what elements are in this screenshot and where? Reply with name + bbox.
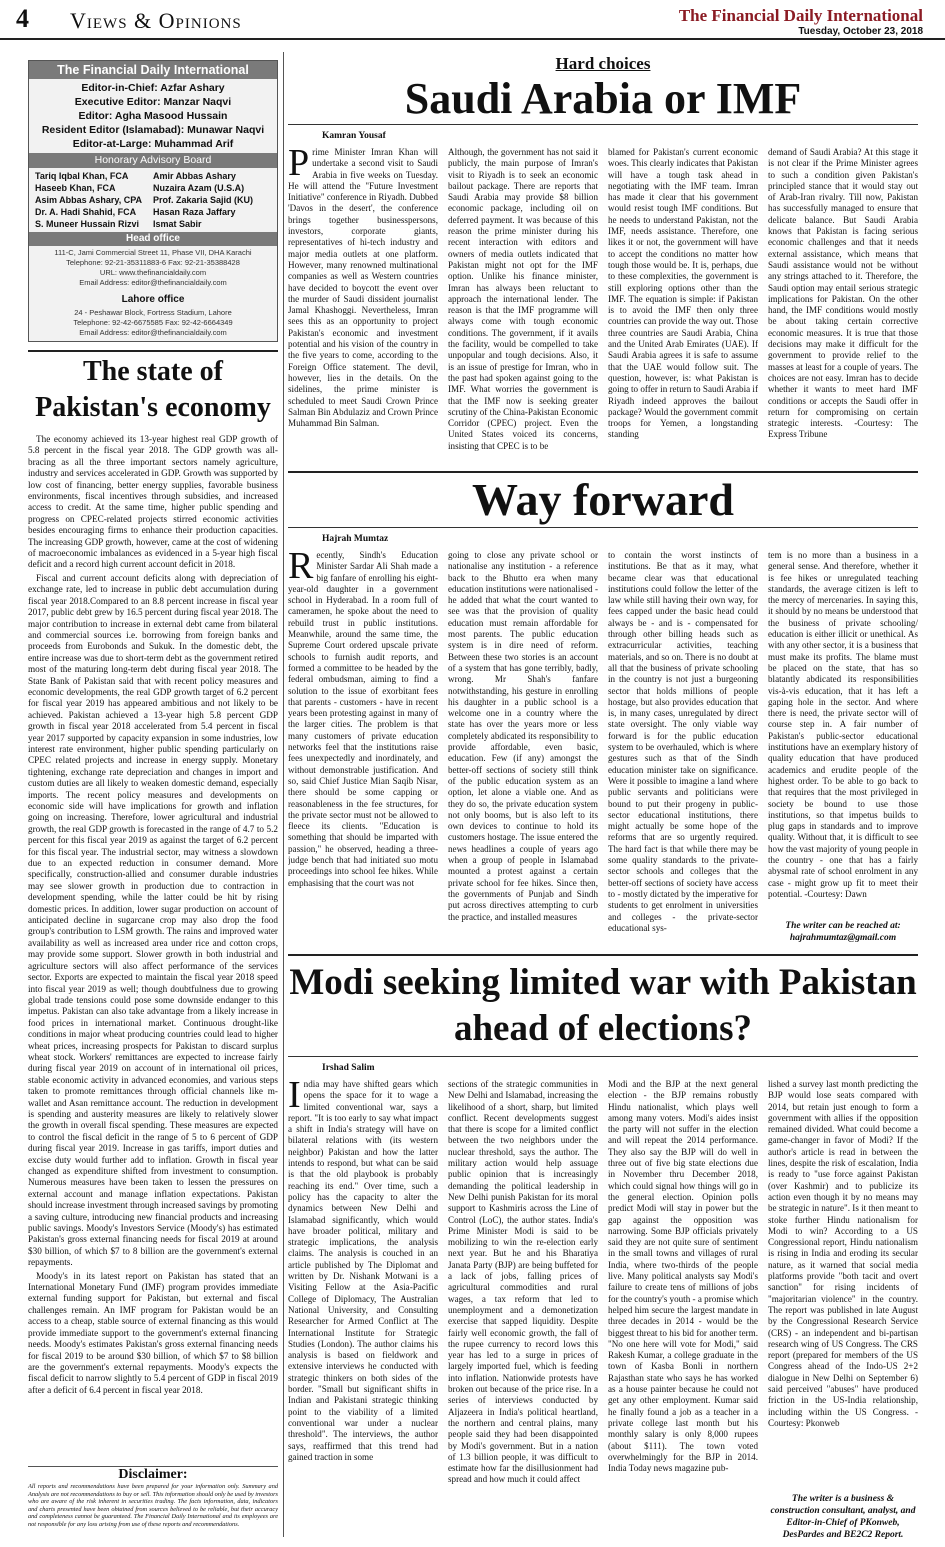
column-divider: [283, 52, 284, 1537]
editor-line: Editor-in-Chief: Azfar Ashary: [81, 82, 225, 94]
article-column-text: tem is no more than a business in a general sense. And therefore, whether it is fee hikes or unregulated teaching standards, the average citizen is left to the mercy of mercenaries. In saying this, it should by no means be understood that the business of private schooling/ education is either illicit or unethical. As with any other sector, it is a business that must make its profits. The blame must be placed on the state, that has so blatantly abdicated its responsibilities vis-à-vis education, that it has left a gaping hole in the sector. And where there is need, the private sector will of course step in. A fair number of Pakistan's public-sector educational institutions have an exemplary history of quality education that have produced academics and erudite people of the highest order. To be able to go back to that requires that the most privileged in society be bound to use those institutions, so that impetus builds to plug gaps in standards and to improve quality. Without that, it is difficult to see how the vast majority of young people in the country - one that has a fairly abysmal rate of school enrolment in any case - might grow up fit to meet their potential. -Courtesy: Dawn: [768, 550, 918, 899]
address-line: 111-C, Jami Commercial Street 11, Phase VII, DHA Karachi: [54, 248, 252, 257]
issue-date: Tuesday, October 23, 2018: [798, 26, 923, 37]
article-kicker: Hard choices: [555, 54, 651, 73]
article-column: going to close any private school or nationalise any institution - a reference back to the Bhutto era when many education institutions were nationalised - he added that what the court wanted to see was that the provision of quality education must remain affordable for most parents. The public education system is in dire need of reform. Between these two stories is an account of a system that has gone terribly, badly, wrong. Mr Shah's fanfare notwithstanding, his gesture in enrolling his daughter in a public school is a welcome one in a country where the state has over the years more or less completely abdicated its responsibility to provide affordable, even basic, education. Few (if any) amongst the better-off sections of society still think of the public education system as an option, let alone a viable one. And as they do so, the private education system not only booms, but is also left to its own devices to continue to hold its customers hostage. The issue entered the news headlines a couple of years ago when a group of people in Islamabad mounted a protest against a certain private school for fee hikes. Since then, the governments of Punjab and Sindh put across directives attempting to curb the practice, and installed measures: [448, 550, 598, 922]
article-column: Modi and the BJP at the next general election - the BJP remains robustly Hindu nationalist, which plays well among many voters. Modi's aides insist the party will not suffer in the election and will repeat the 2014 performance. They also say the BJP will do well in three out of five big state elections due in November thru December 2018, which could signal how things will go in the general election. Opinion polls predict Modi will stay in power but the gap against the opposition was narrowing. Some BJP officials privately said they are not quite sure of sentiment in the small towns and villages of rural India, where two-thirds of the people live. Many political analysts say Modi's failure to create tens of millions of jobs for the country's youth - a promise which helped him secure the largest mandate in three decades in 2014 - would be the biggest threat to his bid for another term. "No one here will vote for Modi," said Rakesh Kumar, a college graduate in the town of Kasba Bonli in northern Rajasthan state who says he has worked as a house painter because he could not get any other employment. Kumar said he finally found a job as a teacher in a private college last month but his monthly salary is only 8,000 rupees (about $111). The town voted overwhelmingly for the BJP in 2014. India Today news magazine pub-: [608, 1079, 758, 1474]
article-column-last: [768, 550, 918, 948]
editorial-paragraph: Moody's in its latest report on Pakistan has stated that an International Monetary Fund (IMF) program provides immediate external funding support for Pakistan, but external and fiscal challenges remain. An IMF program for Pakistan would be an access to a cheap, stable source of external financing as this would provide immediate support to the government's external financing needs. Moody's estimates Pakistan's gross external financing needs for fiscal 2019 to be around $30 billion, of which $7 to $8 billion are the government's external repayments. Moody's expects the fiscal deficit to narrow slightly to 5.4 percent of GDP in fiscal 2019 after a deficit of 6.4 percent in fiscal year 2018.: [28, 1270, 278, 1395]
article-column: India may have shifted gears which opens the space for it to wage a limited conventional war, says a report. "It is too early to say what impact a shift in India's strategy will have on bilateral relations with (its western neighbor) Pakistan and how the latter intends to respond, but what can be said is that the old playbook is probably reaching its end." Over time, such a policy has the capacity to alter the dynamics between New Delhi and Islamabad significantly, which would have broader political, military and strategic implications, the analysis claims. The analysis is couched in an article published by The Diplomat and written by Dr. Nishank Motwani is a Visiting Fellow at the Asia-Pacific College of Diplomacy, The Australian National University, and Consulting Researcher for Armed Conflict at The International Institute for Strategic Studies (London). The author claims his analysis is based on fieldwork and extensive interviews he conducted with strategic thinkers on both sides of the border. "Small but significant shifts in Indian and Pakistani strategic thinking point to the viability of a limited conventional war under a nuclear threshold". The interviews, the author says, reaffirmed that this trend had gained traction in some: [288, 1079, 438, 1462]
board-member: S. Muneer Hussain Rizvi: [35, 219, 140, 229]
editor-line: Resident Editor (Islamabad): Munawar Naqvi: [41, 124, 265, 136]
masthead: The Financial Daily International: [678, 6, 923, 25]
address-line: Telephone: 92-21-35311883-6 Fax: 92-21-35388428: [66, 258, 240, 267]
board-member: Nuzaira Azam (U.S.A): [153, 183, 245, 193]
board-member: Hasan Raza Jaffary: [153, 207, 236, 217]
editor-line: Editor: Agha Masood Hussain: [78, 110, 228, 122]
board-member: Ismat Sabir: [153, 219, 202, 229]
editorial-paragraph: The economy achieved its 13-year highest real GDP growth of 5.8 percent in the fiscal year 2018. The GDP growth was all-bracing as all the three important sectors namely agriculture, industry and services accelerated in GDP. Growth was supported by low cost of financing, better energy supplies, favorable business environments, fiscal incentives through subsidies, and increased access to credit. At the same time, higher public spending and progress on CPEC-related projects stirred economic activities besides encouraging firms to enhance their production capacities. The increasing GDP growth, however, came at the cost of widening of macroeconomic imbalances as evidenced in a 5-year high fiscal deficit and a record high current account deficit in 2018.: [28, 434, 278, 570]
article-column: Prime Minister Imran Khan will undertake a second visit to Saudi Arabia in five weeks on Tuesday. He will attend the "Future Investment Initiative" conference in Riyadh. Dubbed 'Davos in the desert', the conference brings together businesspersons, investors, corporate giants, representatives of hi-tech industry and major media outlets at one platform. However, many renowned multinational companies as well as Western countries have decided to boycott the event over the murder of Saudi dissident journalist Jamal Khashoggi. Nevertheless, Imran sees this as an opportunity to project Pakistan's economic and investment potential and his vision of the country in the five years to come, according to the Foreign Office statement. The devil, however, lies in the details. On the sidelines, the prime minister is scheduled to meet Saudi Crown Prince Salman Bin Abdulaziz and Crown Prince Muhammad Bin Salman.: [288, 147, 438, 429]
advisory-board-title: Honorary Advisory Board: [29, 153, 277, 168]
address-line: URL: www.thefinancialdaily.com: [99, 268, 207, 277]
head-office-address: [29, 246, 277, 291]
board-member: Asim Abbas Ashary, CPA: [35, 195, 143, 205]
disclaimer-title: Disclaimer:: [118, 1467, 188, 1482]
article-column: to contain the worst instincts of institutions. Be that as it may, what became clear was that educational institutions could follow the letter of the law while still having their own way, for fees capped under the basic head could always be - and is - compensated for through other billing heads such as extracurricular activities, teaching materials, and so on. There is no doubt at all that the business of private schooling in the country is not just a burgeoning sector that holds millions of people hostage, but also provides education that is, in many cases, unregulated by direct state oversight. The only viable way forward is for the public education system to be overhauled, which is where gestures such as that of the Sindh education minister take on significance. Were it possible to imagine a land where public servants and politicians were bound to put their progeny in public-sector educational institutions, there might actually be some hope of the reforms that are so urgently required. The hard fact is that while there may be some quality standards to the private-sector schools and colleges that the better-off sections of society have access to - mostly dictated by the imperative for students to get enrolment in universities and colleges - the private-sector educational sys-: [608, 550, 758, 933]
left-column: [28, 60, 278, 1398]
lahore-office-title: Lahore office: [121, 294, 185, 305]
article-column-text: lished a survey last month predicting the BJP would lose seats compared with 2014, but retain just enough to form a government with allies if the opposition remained divided. What could become a game-changer in favor of Modi? If the author's article is read in between the lines, despite the risk of escalation, India is ready to "use force against Pakistan (over Kashmir) and to publicize its action even though it by no means may be strategic in nature". Is it then meant to stoke further Hindu nationalism for Modi to win? According to a US Congressional report, Hindu nationalism is rising in India and eroding its secular nature, as it warned that social media platforms provide "both tacit and overt sanction" for rising incidents of "majoritarian violence" in the country. The report was published in late August by the Congressional Research Service (CRS) - an independent and bi-partisan research wing of US Congress. The CRS report (prepared for members of the US Congress ahead of the Indo-US 2+2 dialogue in New Delhi on September 6) said perceived "abuses" have produced friction in the US-India relationship, including within the US Congress. - Courtesy: Pkonweb: [768, 1079, 918, 1428]
article-byline: Hajrah Mumtaz: [322, 534, 389, 544]
board-member: Dr. A. Hadi Shahid, FCA: [35, 207, 137, 217]
lahore-office-address: [29, 306, 277, 341]
article-column: Recently, Sindh's Education Minister Sardar Ali Shah made a big fanfare of enrolling his eight-year-old daughter in a government school in Hyderabad. In a room full of cameramen, he spoke about the need to rebuild trust in public institutions. Meanwhile, around the same time, the Supreme Court ordered upscale private schools to furnish audit reports, and formed a committee to be headed by the federal ombudsman, aiming to find a solution to the issue of exorbitant fees that parents - customers - have in recent years been protesting against in many of the larger cities. The problem is that many customers of private education networks feel that the institutions raise fees unexpectedly and inordinately, and without demonstrable justification. And so, said Chief Justice Mian Saqib Nisar, there should be some capping or reasonableness in the fee structures, for the private sector must not be allowed to fleece its clients. "Education is something that should be imparted with passion," he observed, heading a three-judge bench that had initiated suo motu proceedings into school fee hikes. While emphasising that the court was not: [288, 550, 438, 888]
editor-line: Editor-at-Large: Muhammad Arif: [72, 138, 234, 150]
article-headline: Saudi Arabia or IMF: [288, 74, 918, 125]
article-saudi-imf: [288, 54, 918, 465]
staff-box: [28, 60, 278, 342]
author-signoff: The writer can be reached at: hajrahmumtaz@gmail.com: [785, 921, 901, 943]
article-column-last: [768, 1079, 918, 1547]
address-line: Email Address: editor@thefinancialdaily.com: [79, 278, 227, 287]
board-member: Prof. Zakaria Sajid (KU): [153, 195, 254, 205]
article-headline: Way forward: [288, 471, 918, 528]
section-title: Views & Opinions: [70, 8, 242, 33]
article-byline: Irshad Salim: [322, 1063, 375, 1073]
article-byline: Kamran Yousaf: [322, 131, 386, 141]
editorial-paragraph: Fiscal and current account deficits along with depreciation of exchange rate, led to increase in public debt accumulation during fiscal year 2018.Compared to an 8.8 percent increase in fiscal year 2017, public debt grew by 16.5 percent during fiscal year 2018. The major contribution to increase in external debt came from bilateral and commercial sources i.e. borrowing from foreign banks and proceeds from Eurobonds and Sukuk. In the domestic debt, the entire increase was due to short-term debt as the government retired most of the maturing long-term debt during fiscal year 2018. The State Bank of Pakistan said that with recent policy measures and economic developments, the real GDP growth target of 6.2 percent for fiscal year 2019 has appeared ambitious and not likely to be achieved. Pakistan achieved a 13-year high 5.8 percent GDP growth in fiscal year 2018 accelerated from 5.4 percent in fiscal year 2017 supported by capacity expansion in some industries, low interest rate environment, higher public spending particularly on CPEC related projects and increase in energy supply. Monetary tightening, exchange rate depreciation and changes in import and custom duties are all likely to weaken domestic demand, especially imports. The recent policy measures and developments on economic side will have implications for growth and inflation going on increasing. Therefore, lower agricultural and industrial growth, the real GDP growth is forecasted in the range of 4.7 to 5.2 percent for this fiscal year 2019 as against the target of 6.2 percent for this fiscal year. The industrial sector, may witness a slowdown due to an expected reduction in consumer demand. More specifically, construction-allied and consumer durable industries may see slower growth in production due to contraction in development spending, while the latter could be hit by rising domestic prices. In addition, lower sugar production on account of anticipated decline in sugarcane crop may also drop the food group's contribution to LSM growth. The rains and improved water availability as well as increased area under rice and cotton crops, may provide some support. Slower growth in both industrial and agriculture sectors will also affect performance of the services sector. Exports are expected to maintain the fiscal year 2018 speed into fiscal year 2019 as well; though doubtfulness due to growing global trade tensions could pose some downside endanger to this impetus. Pakistan can also take advantage from a likely increase in food prices in international market. Continuous drought-like conditions in major wheat producing countries could lead to higher wheat prices, increasing prospects for Pakistan to discard surplus wheat stock. Workers' remittances are expected to increase fairly during fiscal year 2019 on account of in international oil prices, stable economic activity in advanced economies, and various steps taken to promote remittances through official channels like m-wallet and Asan remittance account. The reduction in development is spending and austerity measures are likely to relatively slower the growth in overall fiscal spending. These measures are expected to control the fiscal deficit in the range of 5 to 6 percent of GDP during fiscal year 2019. Increase in gas tariffs, import duties and excise duty would further add to inflation. Growth in fiscal year changed as expenditure shifted from investment to consumption. Numerous measures have been taken to lessen the pressures on external account and manage inflation expectations. Pakistan should increase investment through increased savings by promoting a saving culture, introducing new financial products and increasing public savings. Moody's Investors Service (Moody's) has estimated Pakistan's gross external financing needs for fiscal 2019 at around $30 billion, of which $7 to 8 billion are the government's external repayments.: [28, 572, 278, 1268]
editorial-headline: The state of Pakistan's economy: [28, 350, 278, 426]
disclaimer-text: All reports and recommendations have been prepared for your information only. Summary and Analysis are not recommendations to buy or sell. This information should only be used by investors who are aware of the risk inherent in securities trading. The facts information, data, indicators and charts presented have been obtained from sources believed to be reliable, but their accuracy and completeness cannot be guaranteed. The Financial Daily International and its employees are not responsible for any loss arising from use of these reports and recommendations.: [28, 1483, 278, 1528]
author-signoff: The writer is a business & construction consultant, analyst, and Editor-in-Chief of PKonweb, DesPardes and BE2C2 Report.: [770, 1494, 916, 1540]
editor-line: Executive Editor: Manzar Naqvi: [74, 96, 232, 108]
article-columns: [288, 550, 918, 948]
staff-box-title: The Financial Daily International: [29, 61, 277, 79]
address-line: Telephone: 92-42-6675585 Fax: 92-42-6664349: [73, 318, 233, 327]
editor-list: [29, 79, 277, 153]
disclaimer: [28, 1466, 278, 1529]
head-office-title: Head office: [29, 232, 277, 246]
board-member: Haseeb Khan, FCA: [35, 183, 116, 193]
article-headline: Modi seeking limited war with Pakistan ahead of elections?: [288, 954, 918, 1057]
article-modi: [288, 954, 918, 1547]
address-line: Email Address: editor@thefinancialdaily.com: [79, 328, 227, 337]
article-column: blamed for Pakistan's current economic woes. This clearly indicates that Pakistan will have a tough task ahead in negotiating with the IMF team. Imran has made it clear that his government would resist tough IMF conditions. But he needs to understand Pakistan, not the IMF, needs assistance. Therefore, one likes it or not, the government will have to accept the conditions no matter how tough those would be. It is, perhaps, due to these complexities, the government is still exploring options other than the IMF. The equation is simple: if Pakistan is to avoid the IMF then only three countries can provide the way out. Those three countries are Saudi Arabia, China and the United Arab Emirates (UAE). If Saudi Arabia agrees it is safe to assume that the UAE would follow suit. The question, however, is: what Pakistan is going to offer in return to Saudi Arabia if Riyadh indeed approves the bailout package? Would the government commit troops for Yemen, a longstanding standing: [608, 147, 758, 440]
article-column: sections of the strategic communities in New Delhi and Islamabad, increasing the likelihood of a short, sharp, but limited conflict. Recent developments suggest that there is scope for a limited conflict between the two neighbors under the nuclear threshold, says the author. The military action would help assuage public opinion that is increasingly demanding the political leadership in New Delhi punish Pakistan for its moral support to Kashmiris across the Line of Control (LoC), the author states. India's Prime Minister Modi is said to be mobilizing to win the re-election early next year. But he and his Bharatiya Janata Party (BJP) are being buffeted for a lack of jobs, falling prices of agricultural commodities and rural wages, a tax reform that led to unemployment and a demonetization exercise that sapped liquidity. Despite fairly well economic growth, the fall of the rupee currency to record lows this year has led to a surge in prices of largely imported fuel, which is feeding into inflation. Nationwide protests have broken out because of the price rise. In a series of interviews conducted by Aljazeera in India's political heartland, the northern and central plains, many people said they had been disappointed by Modi's government. But in a nation of 1.3 billion people, it was difficult to estimate how far the disillusionment had spread and how much it could affect: [448, 1079, 598, 1485]
advisory-board: [29, 168, 277, 232]
page-header: [0, 0, 945, 40]
article-columns: [288, 1079, 918, 1547]
article-way-forward: [288, 471, 918, 948]
article-columns: [288, 147, 918, 465]
right-area: [288, 54, 918, 1547]
board-member: Amir Abbas Ashary: [153, 171, 236, 181]
board-member: Tariq Iqbal Khan, FCA: [35, 171, 129, 181]
article-column: demand of Saudi Arabia? At this stage it is not clear if the Prime Minister agrees to such a condition given Pakistan's principled stance that it would stay out of Arab-Iran rivalry. Till now, Pakistan has successfully managed to ensure that delicate balance. But Saudi Arabia knows that Pakistan is facing serious economic challenges and that it needs external assistance, which means that Saudi assistance would not be without any strings attached to it. Therefore, the Saudi option may entail serious strategic implications for Pakistan. On the other hand, the IMF conditions would mostly be about taking certain corrective economic measures. It is true that those decisions may make it difficult for the government to provide relief to the masses at least for a couple of years. The choices are not easy. Imran has to decide whether it wants to meet hard IMF conditions or accepts the Saudi offer in return for compromising on certain strategic interests. -Courtesy: The Express Tribune: [768, 147, 918, 440]
page-number: 4: [16, 4, 29, 33]
article-column: Although, the government has not said it publicly, the main purpose of Imran's visit to Riyadh is to seek an economic bailout package. There are reports that Saudi Arabia may provide $8 billion economic package, including oil on deferred payment. It was because of this reason the prime minister during his recent interaction with editors and owners of media outlets indicated that Pakistan might not opt for the IMF option. Unlike his finance minister, Imran has always been reluctant to approach the international lender. The reason is that the IMF programme will always come with tough economic conditions. The government, if it avails the facility, would be compelled to take unpopular and tough decisions. Also, it is an issue of prestige for Imran, who in the past had spoken against going to the IMF. What worries the government is that the IMF now is seeking greater scrutiny of the China-Pakistan Economic Corridor (CPEC) project. Even the United States voiced its concerns, insisting that CPEC is to be: [448, 147, 598, 451]
address-line: 24 - Peshawar Block, Fortress Stadium, Lahore: [74, 308, 232, 317]
editorial-body: [28, 434, 278, 1396]
